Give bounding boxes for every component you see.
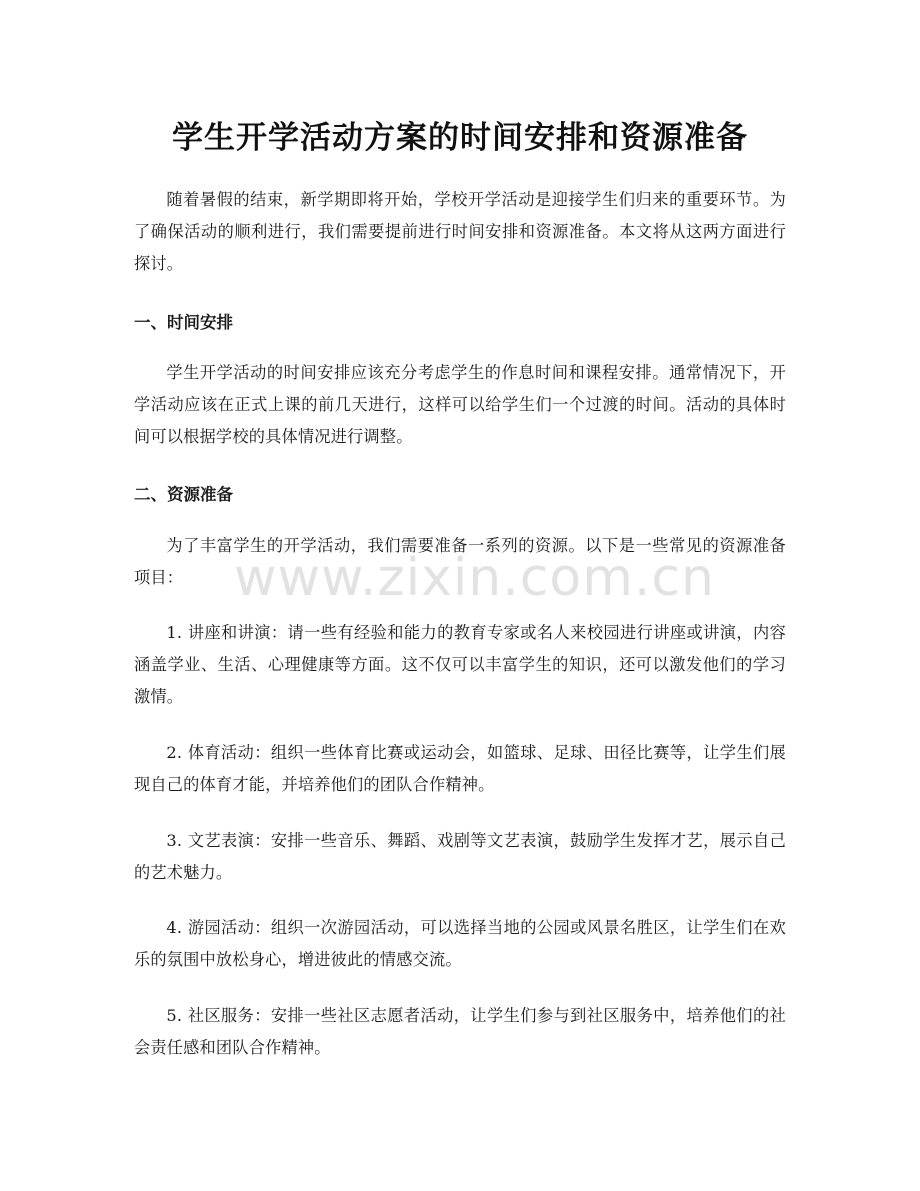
list-item: 5. 社区服务：安排一些社区志愿者活动，让学生们参与到社区服务中，培养他们的社会责任感和团队合作精神。 (134, 1006, 786, 1057)
list-item: 3. 文艺表演：安排一些音乐、舞蹈、戏剧等文艺表演，鼓励学生发挥才艺，展示自己的艺术魅力。 (134, 831, 786, 882)
list-item: 1. 讲座和讲演：请一些有经验和能力的教育专家或名人来校园进行讲座或讲演，内容涵盖学业、生活、心理健康等方面。这不仅可以丰富学生的知识，还可以激发他们的学习激情。 (134, 623, 786, 706)
list-item: 2. 体育活动：组织一些体育比赛或运动会，如篮球、足球、田径比赛等，让学生们展现自己的体育才能，并培养他们的团队合作精神。 (134, 743, 786, 794)
section-resources-body: 为了丰富学生的开学活动，我们需要准备一系列的资源。以下是一些常见的资源准备项目： (134, 536, 786, 587)
section-heading-resources: 二、资源准备 (134, 485, 233, 504)
section-heading-time: 一、时间安排 (134, 313, 233, 332)
watermark: www.zixin.com.cn (234, 548, 715, 608)
page-title: 学生开学活动方案的时间安排和资源准备 (172, 120, 748, 156)
intro-paragraph: 随着暑假的结束，新学期即将开始，学校开学活动是迎接学生们归来的重要环节。为了确保活动的顺利进行，我们需要提前进行时间安排和资源准备。本文将从这两方面进行探讨。 (134, 190, 786, 273)
section-time-body: 学生开学活动的时间安排应该充分考虑学生的作息时间和课程安排。通常情况下，开学活动应该在正式上课的前几天进行，这样可以给学生们一个过渡的时间。活动的具体时间可以根据学校的具体情况进行调整。 (134, 363, 786, 446)
list-item: 4. 游园活动：组织一次游园活动，可以选择当地的公园或风景名胜区，让学生们在欢乐的氛围中放松身心，增进彼此的情感交流。 (134, 918, 786, 969)
